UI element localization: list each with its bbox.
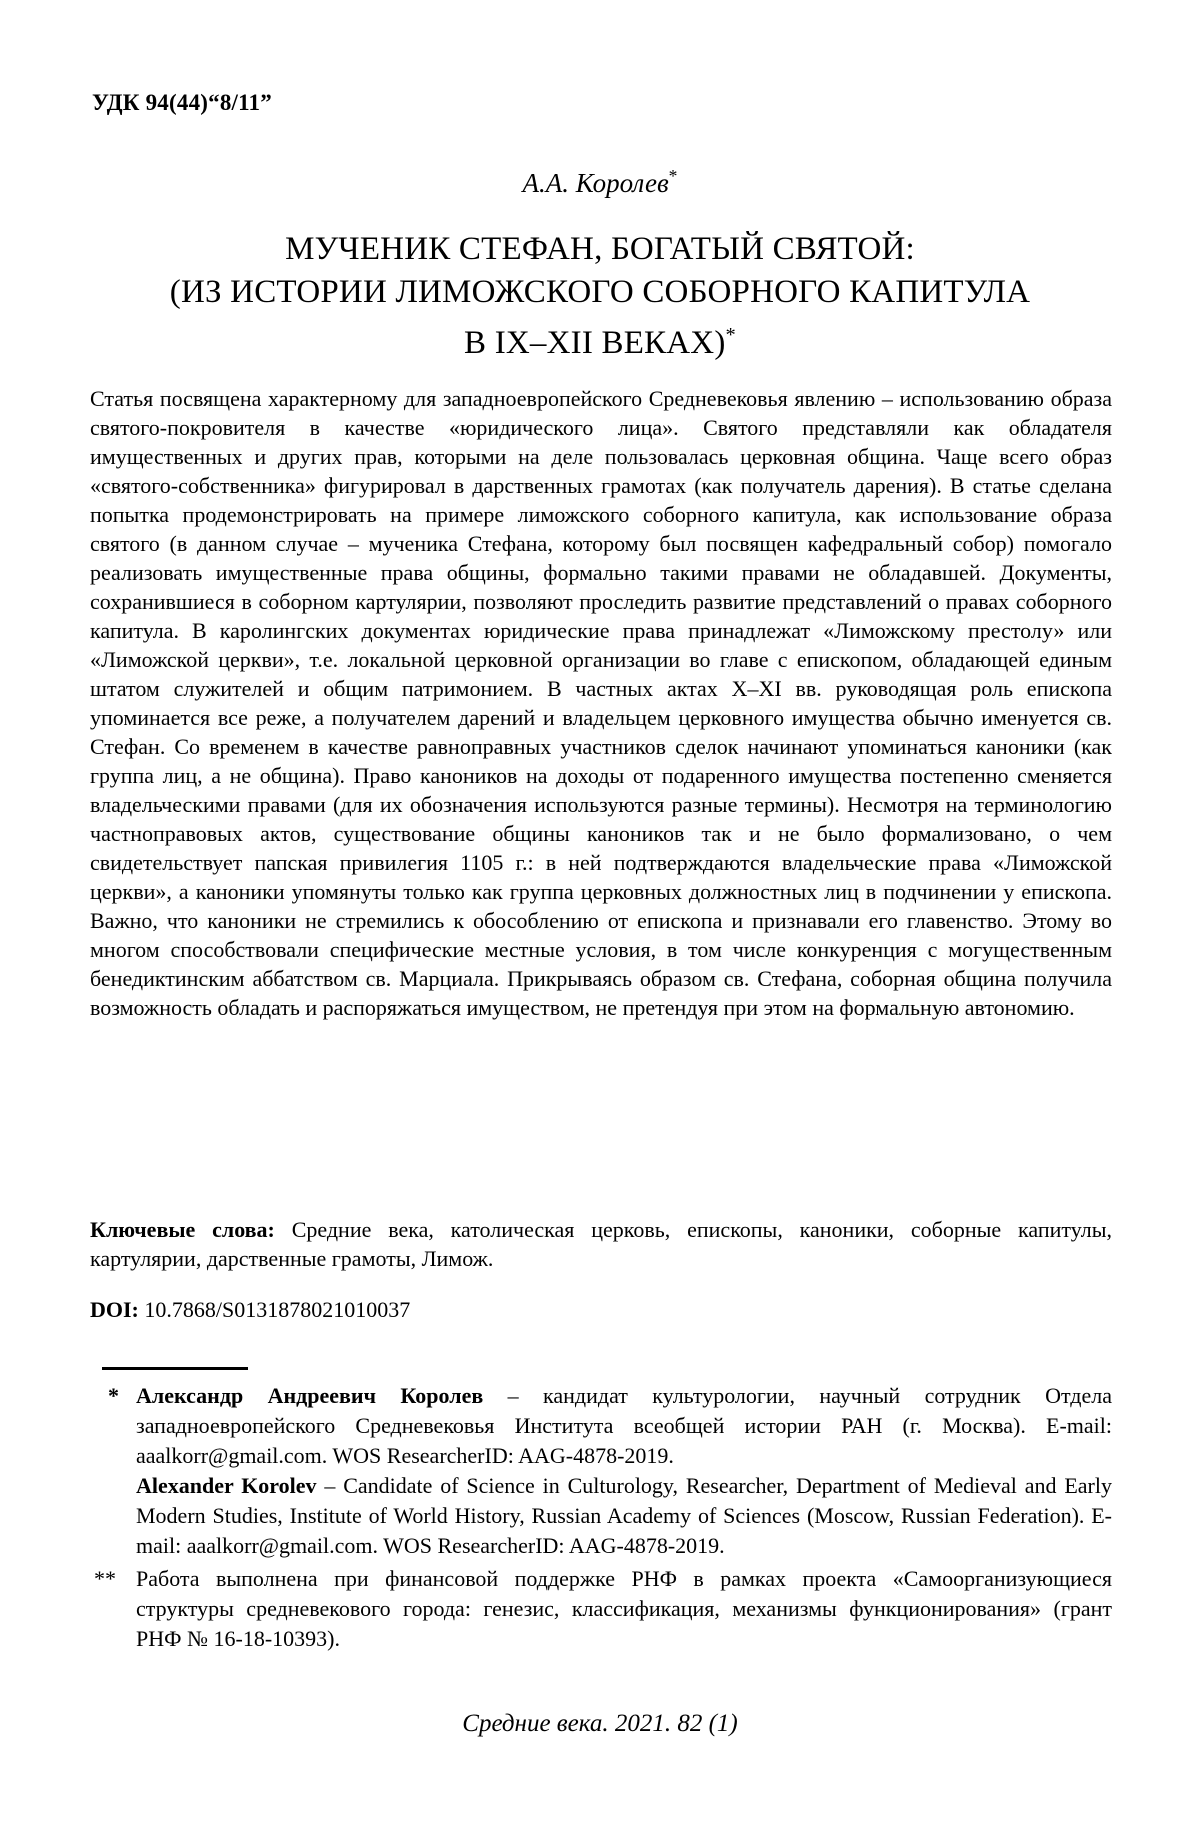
doi-label: DOI: [90,1297,139,1322]
footnote-author-name-en: Alexander Korolev [136,1473,317,1498]
footnote-author-mark: * [108,1383,119,1408]
title-note-mark: * [725,324,736,346]
author-name: А.А. Королев [522,168,669,198]
keywords [90,1215,1112,1273]
keywords-text: Средние века, католическая церковь, епископы, каноники, соборные капитулы, картулярии, дарственные грамоты, Лимож. [90,1217,1113,1271]
footnote-divider [102,1367,248,1370]
title-line-2: (ИЗ ИСТОРИИ ЛИМОЖСКОГО СОБОРНОГО КАПИТУЛА [169,274,1031,310]
article-title [40,228,1160,365]
footnote-funding-text: Работа выполнена при финансовой поддержке РНФ в рамках проекта «Самоорганизующиеся структуры средневекового города: генезис, классификация, механизмы функционирования» (грант РНФ № 16-18-10393). [136,1566,1112,1651]
udk-number: УДК 94(44)“8/11” [92,90,272,115]
footnote-author-text-en: – Candidate of Science in Culturology, Researcher, Department of Medieval and Early Modern Studies, Institute of World History, Russian Academy of Sciences (Moscow, Russian Federation). E-mail: aaalkorr@gmail.com. WOS ResearcherID: AAG-4878-2019. [136,1473,1112,1558]
author-note-mark: * [668,166,678,186]
footnotes [90,1381,1112,1654]
abstract-text: Статья посвящена характерному для западноевропейского Средневековья явлению – использованию образа святого-покровителя в качестве «юридического лица». Святого представляли как обладателя имущественных и других прав, которыми на деле пользовалась церковная община. Чаще всего образ «святого-собственника» фигурировал в дарственных грамотах (как получатель дарения). В статье сделана попытка продемонстрировать на примере лиможского соборного капитула, как использование образа святого (в данном случае – мученика Стефана, которому был посвящен кафедральный собор) помогало реализовать имущественные права общины, формально такими правами не обладавшей. Документы, сохранившиеся в соборном картулярии, позволяют проследить развитие представлений о правах соборного капитула. В каролингских документах юридические права принадлежат «Лиможскому престолу» или «Лиможской церкви», т.е. локальной церковной организации во главе с епископом, обладающей единым штатом служителей и общим патримонием. В частных актах X–XI вв. руководящая роль епископа упоминается все реже, а получателем дарений и владельцем церковного имущества обычно именуется св. Стефан. Со временем в качестве равноправных участников сделок начинают упоминаться каноники (как группа лиц, а не община). Право каноников на доходы от подаренного имущества постепенно сменяется владельческими правами (для их обозначения используются разные термины). Несмотря на терминологию частноправовых актов, существование общины каноников так и не было формализовано, о чем свидетельствует папская привилегия 1105 г.: в ней подтверждаются владельческие права «Лиможской церкви», а каноники упомянуты только как группа церковных должностных лиц в подчинении у епископа. Важно, что каноники не стремились к обособлению от епископа и признавали его главенство. Этому во многом способствовали специфические местные условия, в том числе конкуренция с могущественным бенедиктинским аббатством св. Марциала. Прикрываясь образом св. Стефана, соборная община получила возможность обладать и распоряжаться имуществом, не претендуя при этом на формальную автономию. [90,386,1112,1020]
author-line [0,166,1200,199]
footnote-author-en [136,1471,1112,1561]
title-line-3 [40,314,1160,365]
footnote-author-text-ru: – кандидат культурологии, научный сотрудник Отдела западноевропейского Средневековья Института всеобщей истории РАН (г. Москва). E-mail: aaalkorr@gmail.com. WOS ResearcherID: AAG-4878-2019. [136,1383,1112,1468]
doi [90,1295,1112,1324]
journal-footer: Средние века. 2021. 82 (1) [462,1710,738,1737]
footnote-funding-mark: ** [94,1566,116,1591]
title-line-1: МУЧЕНИК СТЕФАН, БОГАТЫЙ СВЯТОЙ: [285,231,915,267]
title-line-3-text: В IX–XII ВЕКАХ) [464,325,726,361]
footnote-author [90,1381,1112,1561]
footnote-funding [90,1564,1112,1654]
keywords-label: Ключевые слова: [90,1217,275,1242]
doi-value: 10.7868/S0131878021010037 [138,1297,411,1322]
footnote-author-name-ru: Александр Андреевич Королев [136,1383,484,1408]
